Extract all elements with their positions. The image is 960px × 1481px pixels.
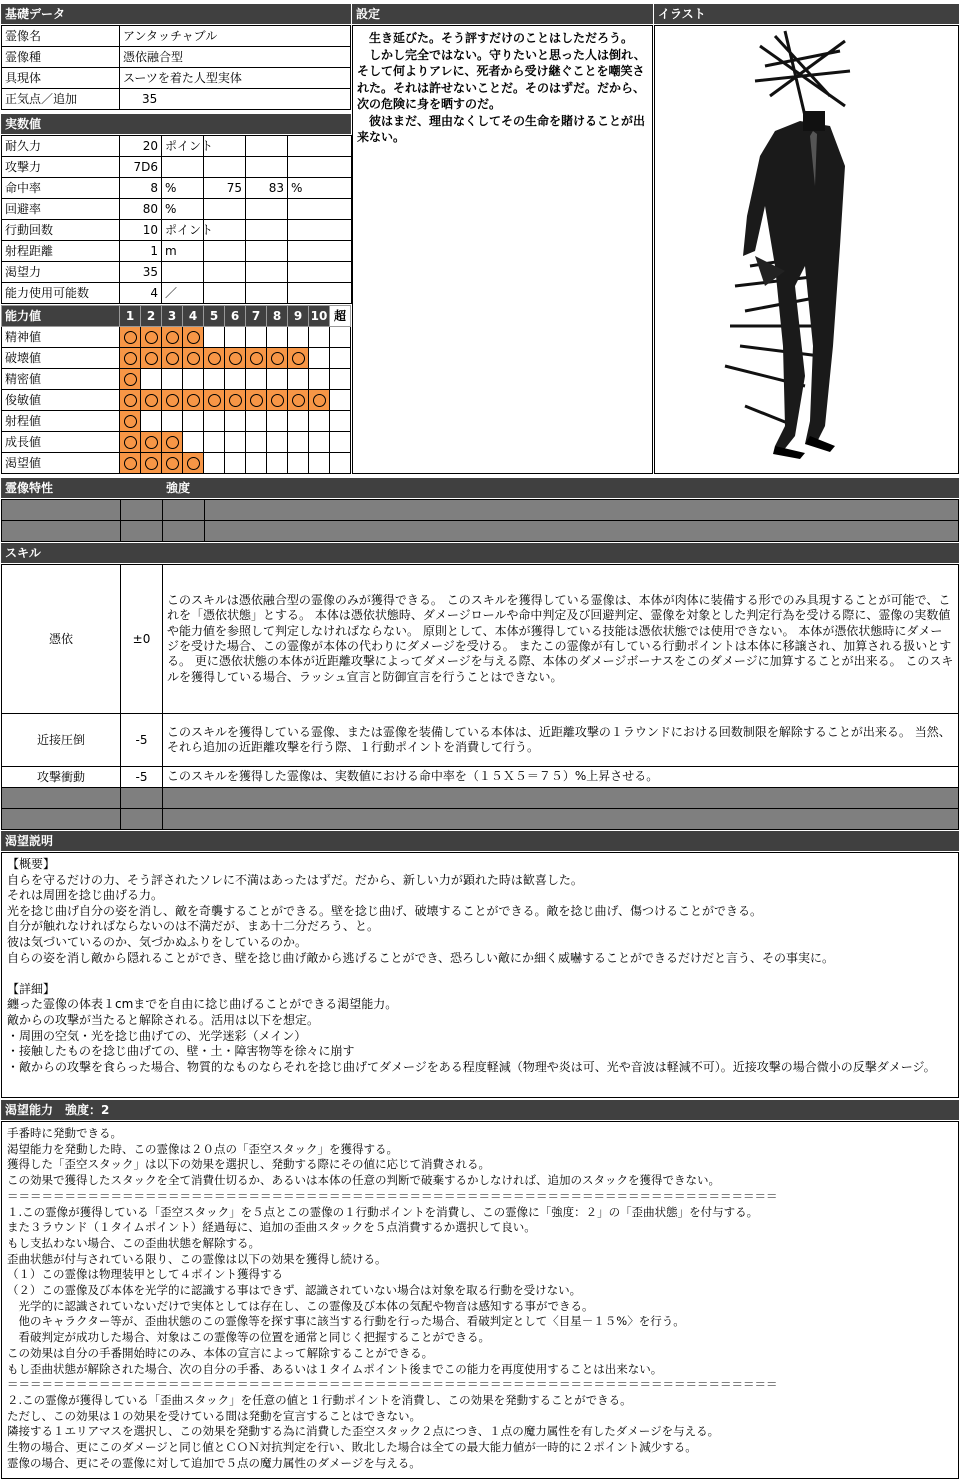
stat-total-unit [288,283,352,304]
ability-mark [124,436,137,449]
ability-cell [246,327,267,348]
ability-mark [271,394,284,407]
stat-label: 耐久力 [2,136,120,157]
ability-cell [267,369,288,390]
ability-cell [246,411,267,432]
ability-cell [183,390,204,411]
ability-cell [246,390,267,411]
ability-header: 能力値 [2,306,120,327]
traits-header [1,478,959,498]
ability-label: 成長値 [2,432,120,453]
stat-value: 10 [120,220,162,241]
stat-total-unit [288,241,352,262]
ability-cell [162,327,183,348]
ability-cell [141,348,162,369]
stat-label: 命中率 [2,178,120,199]
skill-name: 近接圧倒 [2,714,121,767]
ability-cell [309,369,330,390]
ability-cell [330,411,351,432]
stat-total [246,199,288,220]
ability-mark [145,457,158,470]
setting-text: 生き延びた。そう評すだけのことはしただろう。 しかし完全ではない。守りたいと思った人は倒れ、そして何よりアレに、死者から受け継ぐことを嘲笑された。それは許せないことだ。そのはずだ。だから、次の危険に身を晒すのだ。 彼はまだ、理由なくしてその生命を賭けることが出来ない。 [357,31,646,144]
stat-extra [204,283,246,304]
ability-mark [145,352,158,365]
basic-label: 霊像名 [2,26,120,47]
stats-row [2,220,352,241]
ability-cell [162,369,183,390]
craving-desc-box [1,852,959,1098]
stat-total [246,262,288,283]
ability-mark [124,415,137,428]
craving-desc-header: 渇望説明 [1,831,959,851]
ability-mark [166,394,179,407]
ability-cell [183,327,204,348]
setting-header: 設定 [352,4,653,24]
ability-cell [225,348,246,369]
ability-label: 精密値 [2,369,120,390]
ability-cell [288,369,309,390]
stat-unit [162,157,204,178]
ability-cell [267,453,288,474]
ability-col-label: 超 [330,306,351,327]
ability-mark [250,394,263,407]
ability-col-label: 10 [309,306,330,327]
stat-unit: % [162,178,204,199]
ability-row [2,390,351,411]
ability-mark [145,436,158,449]
ability-cell [204,369,225,390]
ability-cell [246,348,267,369]
ability-mark [166,331,179,344]
skill-cost: ±0 [121,565,163,714]
basic-value: アンタッチャブル [120,26,351,47]
stat-label: 渇望力 [2,262,120,283]
ability-col-label: 5 [204,306,225,327]
stat-unit: ／ [162,283,204,304]
traits-table [1,499,959,542]
ability-mark [229,394,242,407]
stats-row [2,136,352,157]
basic-label: 正気点／追加 [2,89,120,110]
ability-cell [141,411,162,432]
stat-total [246,220,288,241]
ability-col-label: 6 [225,306,246,327]
skill-desc: このスキルを獲得した霊像は、実数値における命中率を（１５Ｘ５＝７５）%上昇させる。 [163,767,959,788]
ability-cell [330,369,351,390]
ability-mark [313,394,326,407]
ability-cell [183,432,204,453]
craving-ability-text: 手番時に発動できる。 渇望能力を発動した時、この霊像は２０点の「歪空スタック」を獲得する。 獲得した「歪空スタック」は以下の効果を選択し、発動する際にその値に応じて消費される。 この効果で獲得したスタックを全て消費仕切るか、あるいは本体の任意の判断で破棄するかしなければ、追加のスタックを獲得できない。 ＝＝＝＝＝＝＝＝＝＝＝＝＝＝＝＝＝＝＝＝＝＝＝＝＝＝＝＝＝＝＝＝＝＝＝＝＝＝＝＝＝＝＝＝＝＝＝＝＝＝＝＝＝＝＝＝＝＝＝＝＝＝＝＝＝＝＝ １.この霊像が獲得している「歪空スタック」を５点とこの霊像の１行動ポイントを消費し、この霊像に「強度：２」の「歪曲状態」を付与する。 また３ラウンド（１タイムポイント）経過毎に、追加の歪曲スタックを５点消費するか選択して良い。 もし支払わない場合、この歪曲状態を解除する。 歪曲状態が付与されている限り、この霊像は以下の効果を獲得し続ける。 （１）この霊像は物理装甲として４ポイント獲得する （２）この霊像及び本体を光学的に認識する事はできず、認識されていない場合は対象を取る行動を受けない。 光学的に認識されていないだけで実体としては存在し、この霊像及び本体の気配や物音は感知する事ができる。 他のキャラクター等が、歪曲状態のこの霊像等を探す事に該当する行動を行った場合、看破判定として〈目星－１５%〉を行う。 看破判定が成功した場合、対象はこの霊像等の位置を通常と同じく把握することができる。 この効果は自分の手番開始時にのみ、本体の宣言によって解除することができる。 もし歪曲状態が解除された場合、次の自分の手番、あるいは１タイムポイント後までこの能力を再度使用することは出来ない。 ＝＝＝＝＝＝＝＝＝＝＝＝＝＝＝＝＝＝＝＝＝＝＝＝＝＝＝＝＝＝＝＝＝＝＝＝＝＝＝＝＝＝＝＝＝＝＝＝＝＝＝＝＝＝＝＝＝＝＝＝＝＝＝＝＝＝＝ ２.この霊像が獲得している「歪曲スタック」を任意の値と１行動ポイントを消費し、この効果を発動することができる。 ただし、この効果は１の効果を受けている間は発動を宣言することはできない。 隣接する１エリアマスを選択し、この効果を発動する為に消費した歪空スタック２点につき、１点の魔力属性を有したダメージを与える。 生物の場合、更にこのダメージと同じ値とＣＯＮ対抗判定を行い、敗北した場合は全ての最大能力値が一時的に２ポイント減少する。 霊像の場合、更にその霊像に対して追加で５点の魔力属性のダメージを与える。 [7,1126,778,1470]
ability-cell [246,453,267,474]
stat-label: 射程距離 [2,241,120,262]
ability-mark [187,352,200,365]
ability-cell [141,390,162,411]
stats-row [2,262,352,283]
ability-cell [330,327,351,348]
basic-label: 具現体 [2,68,120,89]
ability-header-row [2,306,351,327]
ability-cell [183,453,204,474]
stats-row [2,199,352,220]
ability-cell [204,432,225,453]
ability-cell [288,411,309,432]
ability-cell [204,327,225,348]
ability-cell [120,411,141,432]
ability-mark [292,352,305,365]
ability-cell [225,453,246,474]
setting-box [352,25,653,474]
craving-ability-header: 渇望能力 強度：2 [1,1100,959,1120]
illust-header: イラスト [654,4,959,24]
ability-cell [309,348,330,369]
ability-cell [225,327,246,348]
ability-table [1,305,351,474]
ability-cell [204,390,225,411]
ability-col-label: 9 [288,306,309,327]
skill-desc: このスキルは憑依融合型の霊像のみが獲得できる。 このスキルを獲得している霊像は、本体が肉体に装備する形でのみ具現することが可能で、これを「憑依状態」とする。 本体は憑依状態時、ダメージロールや命中判定及び回避判定、霊像を対象とした判定行為を受ける際に、霊像の実数値や能力値を参照して判定しなければならない。 原則として、本体が獲得している技能は憑依状態では使用できない。 本体が憑依状態時にダメージを受けた場合、この霊像が本体の代わりにダメージを受ける。 またこの霊像が有している行動ポイントは本体に移譲され、加算される扱いとする。 更に憑依状態の本体が近距離攻撃によってダメージを与える際、本体のダメージボーナスをこのダメージに加算することが出来る。 このスキルを獲得している場合、ラッシュ宣言と防御宣言を行うことはできない。 [163,565,959,714]
ability-row [2,411,351,432]
stats-row [2,283,352,304]
stats-row [2,178,352,199]
stat-label: 行動回数 [2,220,120,241]
ability-mark [250,352,263,365]
stat-label: 攻撃力 [2,157,120,178]
ability-cell [120,432,141,453]
stat-total-unit [288,157,352,178]
ability-cell [120,348,141,369]
basic-value: 憑依融合型 [120,47,351,68]
ability-cell [183,369,204,390]
stats-header: 実数値 [1,114,351,134]
ability-cell [141,327,162,348]
ability-cell [204,453,225,474]
suited-figure-illustration [655,26,958,473]
ability-mark [145,394,158,407]
stat-total [246,283,288,304]
ability-cell [225,390,246,411]
ability-cell [246,432,267,453]
ability-cell [267,390,288,411]
ability-mark [166,436,179,449]
ability-mark [124,331,137,344]
ability-mark [187,331,200,344]
ability-cell [267,432,288,453]
ability-cell [204,348,225,369]
ability-cell [183,411,204,432]
stat-label: 回避率 [2,199,120,220]
stat-unit: m [162,241,204,262]
ability-mark [187,394,200,407]
ability-cell [162,411,183,432]
ability-row [2,327,351,348]
ability-col-label: 8 [267,306,288,327]
ability-cell [225,369,246,390]
stat-value: 4 [120,283,162,304]
ability-cell [120,453,141,474]
ability-cell [162,390,183,411]
ability-row [2,453,351,474]
ability-mark [208,394,221,407]
basic-value: スーツを着た人型実体 [120,68,351,89]
ability-cell [162,432,183,453]
stat-total-unit [288,199,352,220]
stat-value: 80 [120,199,162,220]
ability-mark [124,457,137,470]
ability-mark [187,457,200,470]
ability-col-label: 3 [162,306,183,327]
ability-col-label: 1 [120,306,141,327]
ability-cell [225,411,246,432]
ability-cell [162,453,183,474]
ability-cell [288,348,309,369]
ability-cell [141,432,162,453]
basic-table [1,25,351,110]
ability-mark [271,352,284,365]
ability-cell [162,348,183,369]
craving-ability-box [1,1121,959,1479]
ability-mark [208,352,221,365]
stat-value: 7D6 [120,157,162,178]
ability-cell [309,432,330,453]
ability-row [2,369,351,390]
stat-total [246,136,288,157]
stat-total [246,157,288,178]
ability-cell [267,327,288,348]
ability-cell [246,369,267,390]
skill-desc: このスキルを獲得している霊像、または霊像を装備している本体は、近距離攻撃の１ラウンドにおける回数制限を解除することが出来る。 当然、それら追加の近距離攻撃を行う際、１行動ポイントを消費して行う。 [163,714,959,767]
ability-col-label: 2 [141,306,162,327]
ability-label: 渇望値 [2,453,120,474]
stat-value: 1 [120,241,162,262]
ability-mark [229,352,242,365]
ability-mark [124,394,137,407]
stats-row [2,157,352,178]
ability-mark [292,394,305,407]
ability-cell [183,348,204,369]
ability-cell [330,390,351,411]
stat-total [246,241,288,262]
stat-total-unit [288,220,352,241]
illust-box [654,25,959,474]
ability-cell [288,432,309,453]
stats-table [1,135,352,304]
ability-cell [267,411,288,432]
ability-cell [141,369,162,390]
skills-table [1,564,959,830]
stat-unit [162,262,204,283]
ability-col-label: 4 [183,306,204,327]
ability-label: 破壊値 [2,348,120,369]
basic-value: 35 [120,89,351,110]
ability-cell [288,453,309,474]
stat-value: 35 [120,262,162,283]
ability-row [2,432,351,453]
basic-label: 霊像種 [2,47,120,68]
ability-cell [330,432,351,453]
skills-header: スキル [1,543,959,563]
ability-mark [124,352,137,365]
stat-unit: ポイント [162,136,204,157]
ability-cell [288,327,309,348]
stat-unit: % [162,199,204,220]
stat-total: 83 [246,178,288,199]
stat-extra [204,199,246,220]
skill-cost: -5 [121,714,163,767]
ability-cell [120,327,141,348]
stat-total-unit [288,262,352,283]
ability-cell [309,453,330,474]
ability-cell [120,369,141,390]
ability-mark [166,352,179,365]
ability-row [2,348,351,369]
ability-cell [204,411,225,432]
ability-col-label: 7 [246,306,267,327]
ability-cell [309,411,330,432]
traits-strength-label: 強度 [166,481,191,495]
ability-cell [309,327,330,348]
stat-unit: ポイント [162,220,204,241]
stat-total-unit [288,136,352,157]
ability-cell [141,453,162,474]
stat-extra [204,157,246,178]
ability-cell [309,390,330,411]
ability-label: 射程値 [2,411,120,432]
stat-extra [204,262,246,283]
ability-mark [145,331,158,344]
skill-cost: -5 [121,767,163,788]
stat-label: 能力使用可能数 [2,283,120,304]
skill-name: 憑依 [2,565,121,714]
ability-cell [288,390,309,411]
stat-total-unit: % [288,178,352,199]
stats-row [2,241,352,262]
ability-cell [267,348,288,369]
ability-cell [330,453,351,474]
stat-value: 20 [120,136,162,157]
skill-name: 攻撃衝動 [2,767,121,788]
basic-header: 基礎データ [1,4,351,24]
traits-header-label: 霊像特性 [5,481,54,495]
ability-mark [124,373,137,386]
craving-desc-text: 【概要】 自らを守るだけの力、そう評されたソレに不満はあったはずだ。だから、新しい力が顕れた時は歓喜した。 それは周囲を捻じ曲げる力。 光を捻じ曲げ自分の姿を消し、敵を奇襲することができる。壁を捻じ曲げ、破壊することができる。敵を捻じ曲げ、傷つけることができる。 自分が触れなければならないのは不満だが、まあ十二分だろう、と。 彼は気づいているのか、気づかぬふりをしているのか。 自らの姿を消し敵から隠れることができ、壁を捻じ曲げ敵から逃げることができ、恐ろしい敵にか細く威嚇することができるだけだと言う、その事実に。 【詳細】 纏った霊像の体表１cmまでを自由に捻じ曲げることができる渇望能力。 敵からの攻撃が当たると解除される。活用は以下を想定。 ・周囲の空気・光を捻じ曲げての、光学迷彩（メイン） ・接触したものを捻じ曲げての、壁・土・障害物等を徐々に崩す ・敵からの攻撃を食らった場合、物質的なものならそれを捻じ曲げてダメージをある程度軽減（物理や炎は可、光や音波は軽減不可）。近接攻撃の場合微小の反撃ダメージ。 [7,857,936,1074]
ability-cell [225,432,246,453]
stat-value: 8 [120,178,162,199]
ability-label: 俊敏値 [2,390,120,411]
stat-extra [204,241,246,262]
ability-label: 精神値 [2,327,120,348]
ability-cell [120,390,141,411]
ability-cell [330,348,351,369]
ability-mark [166,457,179,470]
stat-extra: 75 [204,178,246,199]
